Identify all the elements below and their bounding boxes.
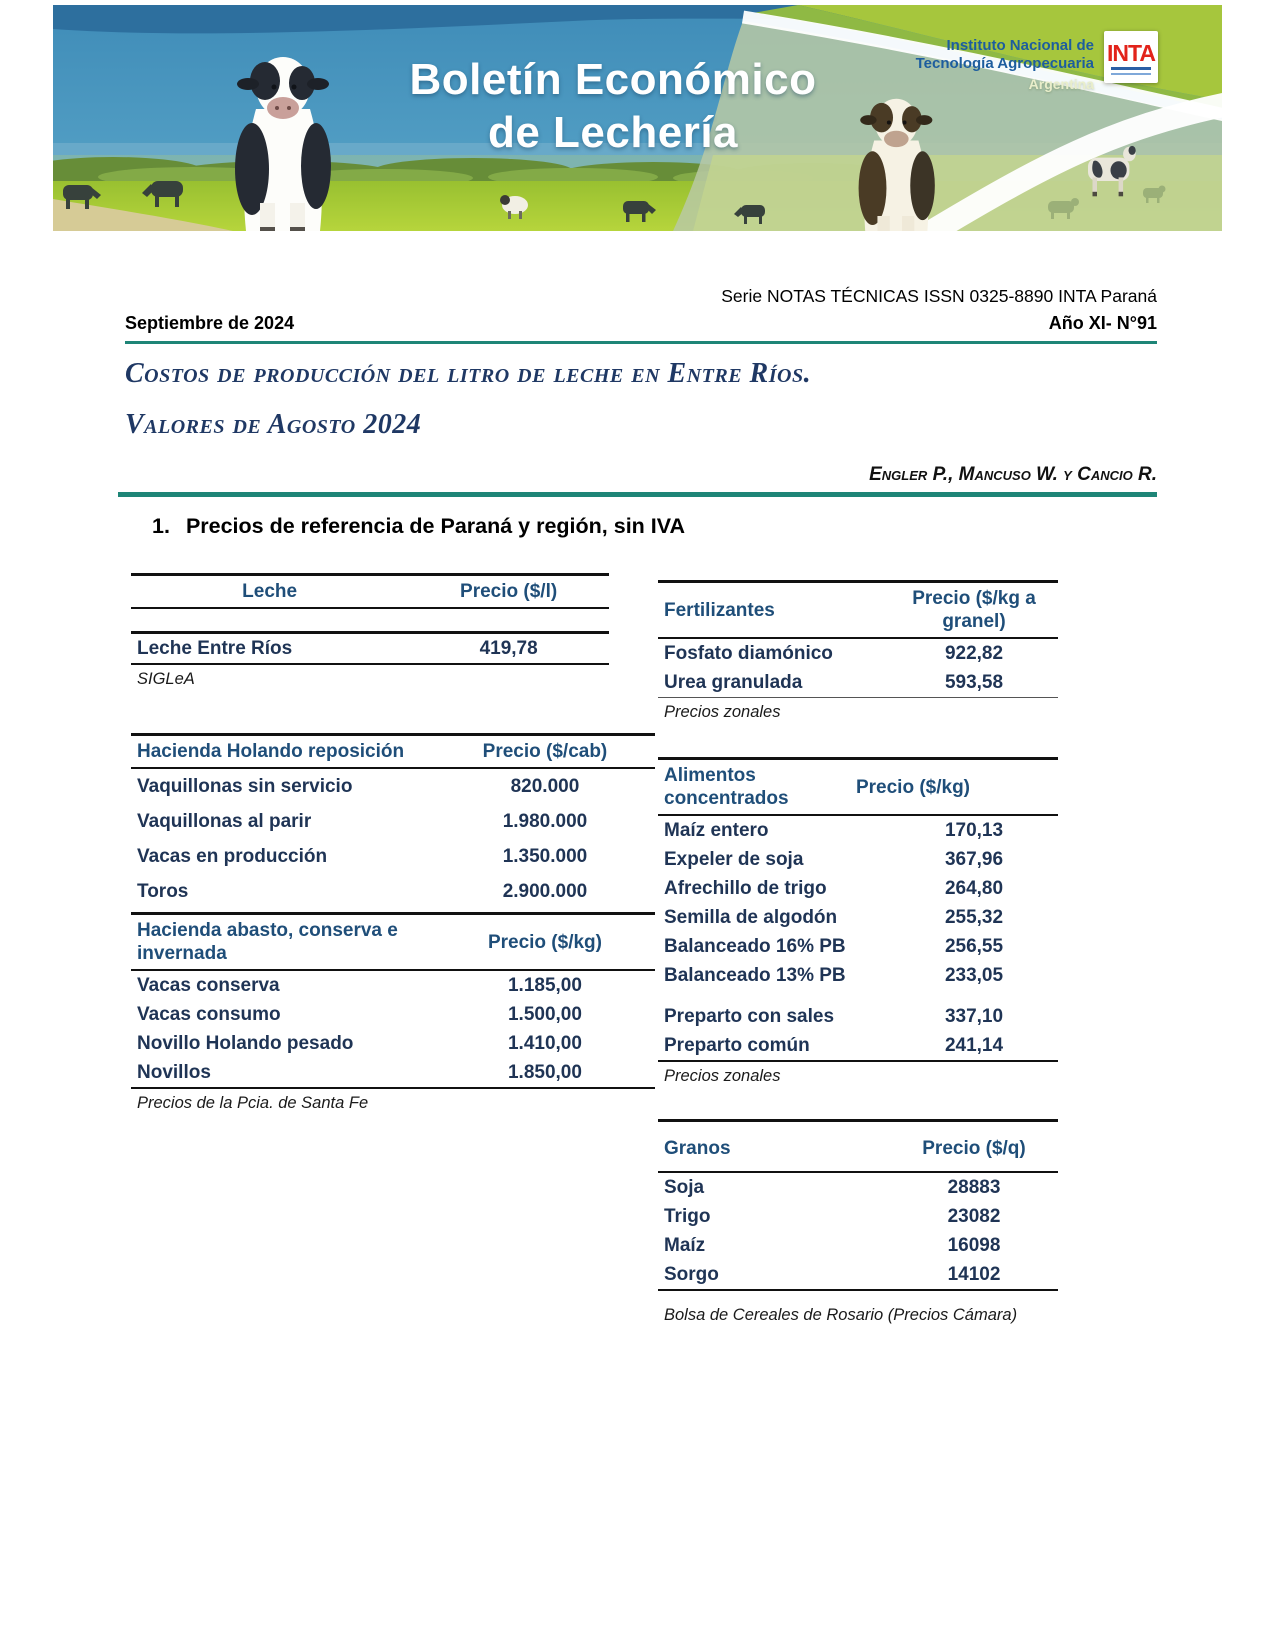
row-value: 593,58 bbox=[944, 672, 1004, 693]
table-row bbox=[658, 1173, 1058, 1202]
table-header-label: Hacienda abasto, conserva e invernada bbox=[137, 920, 398, 964]
table-row bbox=[658, 816, 1058, 845]
row-label: Expeler de soja bbox=[664, 849, 804, 870]
table-footnote: SIGLeA bbox=[137, 670, 195, 688]
divider-rule bbox=[118, 492, 1157, 497]
table-header-value: Precio ($/q) bbox=[922, 1138, 1026, 1159]
row-value: 1.350.000 bbox=[502, 846, 588, 867]
row-value: 264,80 bbox=[944, 878, 1004, 899]
inta-org-line1: Instituto Nacional de bbox=[946, 37, 1094, 54]
row-value: 419,78 bbox=[479, 638, 538, 659]
row-label: Novillo Holando pesado bbox=[137, 1033, 354, 1054]
table-header-value: Precio ($/kg a granel) bbox=[912, 588, 1036, 632]
table-hacienda-abasto bbox=[131, 912, 655, 1113]
table-header-label: Granos bbox=[664, 1138, 731, 1159]
tables-left-column bbox=[131, 560, 655, 1113]
table-footnote: Precios zonales bbox=[664, 703, 781, 721]
row-value: 367,96 bbox=[944, 849, 1004, 870]
table-body bbox=[131, 769, 655, 909]
banner-title-line1: Boletín Económico bbox=[409, 55, 817, 104]
table-row bbox=[658, 845, 1058, 874]
row-label: Toros bbox=[137, 881, 189, 902]
table-row bbox=[131, 874, 655, 909]
inta-branding bbox=[916, 31, 1158, 93]
row-value: 233,05 bbox=[944, 965, 1004, 986]
table-header-row bbox=[658, 760, 1058, 816]
row-label: Vaquillonas al parir bbox=[137, 811, 312, 832]
section-title: Precios de referencia de Paraná y región, sin IVA bbox=[185, 514, 686, 538]
row-value: 1.500,00 bbox=[507, 1004, 582, 1025]
table-hacienda-reposicion bbox=[131, 733, 655, 909]
masthead-date: Septiembre de 2024 bbox=[125, 313, 295, 333]
row-value: 820.000 bbox=[510, 776, 580, 797]
table-header-value: Precio ($/cab) bbox=[482, 741, 608, 762]
row-value: 16098 bbox=[947, 1235, 1001, 1256]
table-row bbox=[658, 903, 1058, 932]
table-row bbox=[658, 639, 1058, 668]
row-value: 337,10 bbox=[944, 1006, 1004, 1027]
section-number: 1. bbox=[152, 514, 170, 538]
masthead bbox=[125, 286, 1157, 344]
table-header-row bbox=[131, 915, 655, 971]
document-title-line1: Costos de producción del litro de leche en Entre Ríos. bbox=[125, 358, 812, 389]
document-title bbox=[125, 358, 1157, 441]
inta-logo-bar bbox=[1111, 73, 1151, 75]
table-row bbox=[658, 1260, 1058, 1289]
row-value: 1.410,00 bbox=[507, 1033, 582, 1054]
inta-country: Argentina bbox=[1028, 76, 1094, 92]
table-row bbox=[658, 668, 1058, 697]
table-header-row bbox=[131, 736, 655, 769]
table-header-value: Precio ($/kg) bbox=[855, 776, 971, 798]
table-row bbox=[131, 839, 655, 874]
table-header-row bbox=[131, 576, 609, 609]
row-label: Novillos bbox=[137, 1062, 211, 1083]
row-value: 256,55 bbox=[944, 936, 1004, 957]
row-label: Vacas consumo bbox=[137, 1004, 281, 1025]
table-row bbox=[131, 769, 655, 804]
table-header-label: Fertilizantes bbox=[664, 599, 775, 621]
authors-line: Engler P., Mancuso W. y Cancio R. bbox=[869, 464, 1157, 485]
row-label: Vacas en producción bbox=[137, 846, 328, 867]
row-label: Sorgo bbox=[664, 1264, 719, 1285]
table-row bbox=[131, 1029, 655, 1058]
row-value: 23082 bbox=[947, 1206, 1001, 1227]
table-row bbox=[658, 874, 1058, 903]
inta-org-line2: Tecnología Agropecuaria bbox=[915, 55, 1094, 72]
table-header-row bbox=[658, 1122, 1058, 1173]
table-body bbox=[658, 1173, 1058, 1291]
table-body bbox=[658, 816, 1058, 1062]
table-alimentos bbox=[658, 757, 1058, 1086]
table-row bbox=[131, 971, 655, 1000]
table-row bbox=[131, 634, 609, 663]
table-body bbox=[658, 639, 1058, 698]
table-row bbox=[131, 804, 655, 839]
row-label: Maíz bbox=[664, 1235, 706, 1256]
inta-logo bbox=[1104, 31, 1158, 83]
row-label: Fosfato diamónico bbox=[664, 643, 833, 664]
banner bbox=[53, 5, 1222, 231]
row-label: Vaquillonas sin servicio bbox=[137, 776, 353, 797]
document-title-line2: Valores de Agosto 2024 bbox=[125, 409, 422, 440]
row-label: Maíz entero bbox=[664, 820, 769, 841]
table-row bbox=[658, 932, 1058, 961]
row-label: Preparto con sales bbox=[664, 1006, 835, 1027]
table-footnote: Precios de la Pcia. de Santa Fe bbox=[137, 1094, 369, 1112]
row-value: 28883 bbox=[947, 1177, 1001, 1198]
row-value: 2.900.000 bbox=[502, 881, 588, 902]
row-value: 241,14 bbox=[944, 1035, 1004, 1056]
tables-right-column bbox=[658, 560, 1058, 1325]
table-fertilizantes bbox=[658, 580, 1058, 722]
table-row bbox=[131, 1000, 655, 1029]
row-label: Preparto común bbox=[664, 1035, 810, 1056]
row-label: Soja bbox=[664, 1177, 705, 1198]
row-value: 255,32 bbox=[944, 907, 1004, 928]
row-value: 1.850,00 bbox=[507, 1062, 582, 1083]
row-label: Balanceado 13% PB bbox=[664, 965, 846, 986]
row-value: 1.185,00 bbox=[507, 975, 582, 996]
row-label: Semilla de algodón bbox=[664, 907, 838, 928]
row-value: 170,13 bbox=[944, 820, 1004, 841]
table-header-label: Hacienda Holando reposición bbox=[137, 741, 405, 762]
table-row bbox=[658, 961, 1058, 996]
row-label: Vacas conserva bbox=[137, 975, 280, 996]
table-body bbox=[131, 631, 609, 665]
section-heading bbox=[152, 514, 685, 539]
table-header-value: Precio ($/kg) bbox=[487, 931, 602, 953]
table-row bbox=[658, 996, 1058, 1031]
table-row bbox=[658, 1031, 1058, 1060]
table-granos bbox=[658, 1119, 1058, 1325]
table-header-label: Alimentos concentrados bbox=[664, 765, 789, 809]
row-value: 922,82 bbox=[944, 643, 1004, 664]
row-label: Leche Entre Ríos bbox=[137, 638, 293, 659]
table-row bbox=[131, 1058, 655, 1087]
masthead-issue: Año XI- N°91 bbox=[1048, 313, 1157, 333]
banner-title-line2: de Lechería bbox=[487, 108, 739, 157]
table-footnote: Bolsa de Cereales de Rosario (Precios Cámara) bbox=[664, 1306, 1018, 1324]
table-footnote: Precios zonales bbox=[664, 1067, 781, 1085]
masthead-dateline bbox=[125, 313, 1157, 344]
table-body bbox=[131, 971, 655, 1089]
row-label: Balanceado 16% PB bbox=[664, 936, 846, 957]
inta-logo-bar bbox=[1111, 67, 1151, 70]
masthead-serie: Serie NOTAS TÉCNICAS ISSN 0325-8890 INTA Paraná bbox=[721, 286, 1157, 306]
inta-logo-text: INTA bbox=[1107, 39, 1155, 66]
row-value: 14102 bbox=[947, 1264, 1001, 1285]
table-header-label: Leche bbox=[242, 581, 298, 602]
table-header-row bbox=[658, 583, 1058, 639]
table-leche bbox=[131, 573, 609, 689]
row-label: Trigo bbox=[664, 1206, 711, 1227]
table-row bbox=[658, 1202, 1058, 1231]
row-label: Urea granulada bbox=[664, 672, 803, 693]
banner-title bbox=[353, 53, 873, 159]
row-label: Afrechillo de trigo bbox=[664, 878, 827, 899]
table-header-value: Precio ($/l) bbox=[460, 581, 558, 602]
row-value: 1.980.000 bbox=[502, 811, 588, 832]
table-row bbox=[658, 1231, 1058, 1260]
inta-org-name bbox=[916, 31, 1094, 93]
